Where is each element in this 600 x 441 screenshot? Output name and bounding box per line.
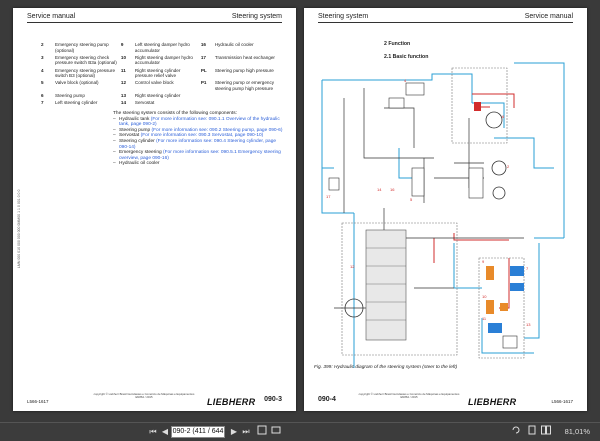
legend-entry: [121, 42, 201, 53]
legend-number: 14: [120, 100, 127, 106]
label-17: 17: [326, 194, 331, 199]
control-valve-block: [366, 230, 406, 340]
legend-row: [41, 68, 281, 79]
page-header: [27, 13, 282, 23]
legend-number: 9: [120, 42, 124, 47]
priority-valve: [474, 102, 481, 111]
legend-text: Right steering cylinder pressure relief valve: [134, 67, 181, 79]
last-page-button[interactable]: ⏭: [242, 427, 250, 436]
label-7: 7: [526, 266, 529, 271]
pressure-switch-b3: [406, 83, 424, 95]
two-page-icon[interactable]: [540, 425, 552, 439]
legend-number: P1: [200, 80, 207, 86]
cross-reference-link[interactable]: (For more information see: 090.4 Steering cylinder, page 090-14): [119, 138, 277, 150]
cylinder-rod: [510, 283, 524, 291]
legend-row: [41, 100, 281, 106]
component-name: Servostat: [119, 133, 141, 139]
relief-valve: [500, 303, 508, 311]
legend-number: PL: [200, 67, 207, 73]
figure-caption: Fig. 399: Hydraulic diagram of the steering system (steer to the left): [314, 365, 458, 370]
header-left: Service manual: [27, 13, 76, 20]
cross-reference-link[interactable]: (For more information see: 090.3 Servostat, page 090-10): [140, 133, 264, 139]
cross-reference-link[interactable]: (For more information see: 090.5.1 Emergency steering overview, page 090-16): [119, 150, 281, 161]
right-accumulator: [486, 300, 494, 314]
component-name: Hydraulic oil cooler: [119, 161, 160, 167]
fit-page-icon[interactable]: [256, 425, 268, 439]
footer-copyright: copyright © Liebherr Brasil Guindastes e Comércio de Máquinas e Equipamentos EN864 / 2015: [93, 392, 195, 400]
page-090-4: [304, 8, 587, 411]
legend-text: Left steering cylinder: [55, 100, 98, 106]
legend-entry: [201, 80, 281, 91]
legend-text: Emergency steering check pressure switch B3a (optional): [55, 54, 117, 66]
legend-number: 7: [41, 100, 44, 106]
legend-number: 5: [41, 80, 44, 86]
header-right: Steering system: [231, 13, 282, 20]
footer-code: L566-1617: [27, 399, 49, 404]
legend-text: Valve block (optional): [55, 80, 99, 86]
legend-text: Emergency steering pressure switch B3 (optional): [55, 67, 116, 79]
page-footer: [27, 393, 282, 407]
left-accumulator: [486, 266, 494, 280]
component-name: Emergency steering: [119, 150, 163, 156]
page-number-input[interactable]: 090-2 (411 / 644: [171, 426, 225, 438]
legend-entry: [121, 68, 201, 79]
legend-number: 4: [41, 67, 44, 73]
vertical-code: LMN 000 010 000 000 000 0MM00 1 1 0 001 0 0 0: [17, 189, 21, 268]
legend-entry: [41, 42, 121, 53]
liebherr-logo: LIEBHERR: [468, 397, 517, 407]
legend-text: [215, 100, 281, 106]
label-2: 2: [507, 164, 510, 169]
component-name: Steering pump: [119, 127, 152, 133]
legend-row: [41, 55, 281, 66]
footer-code: L566-1617: [551, 399, 573, 404]
legend-number: 13: [120, 93, 127, 99]
legend-row: [41, 93, 281, 99]
motor-icon: [493, 187, 505, 199]
legend-text: Left steering damper hydro accumulator: [134, 42, 190, 53]
component-list-item: [113, 139, 283, 150]
single-page-icon[interactable]: [526, 425, 538, 439]
legend-text: Right steering damper hydro accumulator: [134, 54, 193, 66]
tank-block: [469, 168, 483, 198]
label-5: 5: [410, 197, 413, 202]
first-page-button[interactable]: ⏮: [149, 427, 157, 436]
legend-entry: [201, 42, 281, 53]
zoom-level[interactable]: 81,01%: [564, 427, 590, 436]
component-name: Steering cylinder: [119, 138, 157, 144]
cross-reference-link[interactable]: (For more information see: 090.1.1 Overview of the hydraulic tank, page 090-2): [119, 116, 280, 128]
legend-text: Steering pump: [55, 93, 85, 99]
cylinder-housing: [503, 336, 517, 348]
legend-entry: [121, 100, 201, 106]
emergency-pump-icon: [492, 161, 506, 175]
label-16: 16: [390, 187, 395, 192]
legend-text: Transmission heat exchanger: [214, 54, 275, 60]
label-12: 12: [350, 264, 355, 269]
hydraulic-diagram: [304, 8, 587, 411]
legend-entry: [41, 55, 121, 66]
component-description: [113, 111, 283, 167]
label-13: 13: [526, 322, 531, 327]
component-name: Hydraulic tank: [119, 116, 151, 122]
fit-width-icon[interactable]: [270, 425, 282, 439]
legend-entry: [121, 55, 201, 66]
rotate-icon[interactable]: [510, 425, 522, 439]
legend-text: Steering pump high pressure: [214, 67, 274, 73]
legend-number: 12: [120, 80, 127, 86]
page-number: 090-3: [264, 396, 282, 403]
component-list-item: [113, 117, 283, 128]
legend-entry: [201, 68, 281, 79]
legend-text: Hydraulic oil cooler: [214, 42, 254, 47]
legend-entry: [201, 93, 281, 99]
label-6: 6: [502, 114, 505, 119]
legend-text: Right steering cylinder: [134, 93, 181, 99]
steering-pump-icon: [486, 112, 502, 128]
legend-row: [41, 42, 281, 53]
header-left: Steering system: [318, 13, 369, 20]
legend-number: 17: [200, 54, 206, 60]
label-14: 14: [377, 187, 382, 192]
check-pressure-switch: [389, 98, 404, 108]
subsection-title: 2.1 Basic function: [384, 54, 429, 60]
page-footer: [318, 393, 573, 407]
legend-text: Control valve block: [134, 80, 174, 86]
legend-entry: [201, 55, 281, 66]
valve-block-5: [412, 168, 424, 196]
legend-number: 16: [200, 42, 206, 47]
section-title: 2 Function: [384, 41, 411, 47]
legend-text: Servostat: [134, 100, 155, 106]
liebherr-logo: LIEBHERR: [207, 397, 256, 407]
label-11: 11: [482, 316, 487, 321]
cross-reference-link[interactable]: (For more information see: 090.2 Steering pump, page 090-6): [151, 127, 283, 133]
legend-number: [201, 100, 215, 106]
next-page-button[interactable]: ▶: [230, 427, 238, 436]
label-10: 10: [482, 294, 487, 299]
legend-entry: [41, 68, 121, 79]
legend-text: Emergency steering pump (optional): [55, 42, 109, 53]
component-list-item: [113, 150, 283, 161]
legend-number: 11: [120, 67, 126, 73]
legend-text: Steering pump or emergency steering pump high pressure: [214, 80, 275, 91]
legend-row: [41, 80, 281, 91]
page-090-3: [13, 8, 296, 411]
left-steering-cylinder: [510, 266, 524, 276]
prev-page-button[interactable]: ◀: [161, 427, 169, 436]
red-pressure-lines: [434, 94, 514, 308]
right-steering-cylinder: [488, 323, 502, 333]
page-number: 090-4: [318, 396, 336, 403]
viewer-toolbar: [0, 422, 600, 441]
legend-text: [215, 93, 281, 99]
header-right: Service manual: [524, 13, 573, 20]
legend-entry: [201, 100, 281, 106]
legend-number: 10: [120, 54, 127, 60]
legend-number: 3: [41, 54, 44, 60]
label-9: 9: [482, 259, 485, 264]
footer-copyright: copyright © Liebherr Brasil Guindastes e Comércio de Máquinas e Equipamentos EN864 / 2015: [358, 392, 460, 400]
legend-number: 6: [41, 93, 44, 99]
oil-cooler: [329, 178, 339, 190]
legend-entry: [41, 93, 121, 99]
desc-intro: The steering system consists of the following components:: [113, 111, 237, 116]
component-legend: [41, 42, 281, 108]
legend-number: 2: [41, 42, 44, 47]
legend-entry: [41, 80, 121, 91]
legend-entry: [121, 80, 201, 91]
component-list-item: [113, 161, 283, 167]
legend-entry: [121, 93, 201, 99]
legend-number: [201, 93, 215, 99]
legend-entry: [41, 100, 121, 106]
label-4: 4: [404, 78, 407, 83]
